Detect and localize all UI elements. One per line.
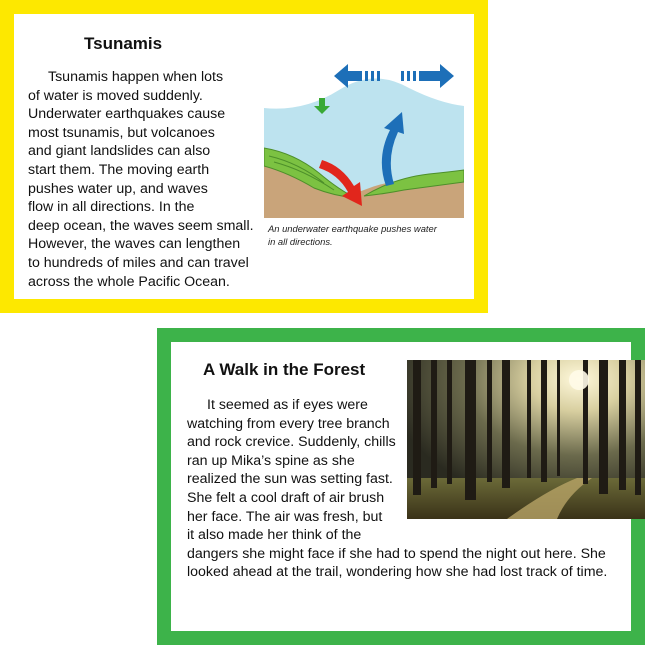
body-line: She felt a cool draft of air brush bbox=[187, 489, 385, 506]
photo-sun-glow bbox=[569, 370, 589, 390]
body-line: and giant landslides can also bbox=[28, 143, 211, 160]
body-line: across the whole Pacific Ocean. bbox=[28, 273, 230, 290]
forest-body bbox=[187, 396, 607, 582]
right-arrow-icon bbox=[419, 64, 454, 88]
arrow-dash bbox=[413, 71, 416, 81]
body-line: looked ahead at the trail, wondering how she had lost track of time. bbox=[187, 564, 608, 581]
body-line: realized the sun was setting fast. bbox=[187, 471, 393, 488]
body-line: most tsunamis, but volcanoes bbox=[28, 124, 215, 141]
tsunami-diagram bbox=[264, 48, 464, 218]
body-line: However, the waves can lengthen bbox=[28, 236, 241, 253]
body-line: flow in all directions. In the bbox=[28, 199, 195, 216]
arrow-dash bbox=[377, 71, 380, 81]
body-line: her face. The air was fresh, but bbox=[187, 508, 383, 525]
forest-walk-card bbox=[157, 328, 645, 645]
body-line: it also made her think of the bbox=[187, 527, 362, 544]
tsunamis-body bbox=[28, 68, 254, 291]
diagram-caption bbox=[268, 222, 437, 248]
arrow-dash bbox=[365, 71, 368, 81]
caption-line: in all directions. bbox=[268, 236, 333, 247]
body-line: Tsunamis happen when lots bbox=[48, 69, 224, 85]
caption-line: An underwater earthquake pushes water bbox=[268, 223, 437, 234]
tsunamis-title: Tsunamis bbox=[84, 34, 163, 53]
arrow-dash bbox=[401, 71, 404, 81]
body-line: start them. The moving earth bbox=[28, 161, 210, 178]
body-line: ran up Mika’s spine as she bbox=[187, 452, 355, 469]
body-line: pushes water up, and waves bbox=[28, 180, 208, 197]
body-line: of water is moved suddenly. bbox=[28, 87, 203, 104]
body-line: It seemed as if eyes were bbox=[207, 397, 368, 413]
body-line: Underwater earthquakes cause bbox=[28, 106, 226, 123]
arrow-dash bbox=[407, 71, 410, 81]
body-line: and rock crevice. Suddenly, chills bbox=[187, 434, 396, 451]
forest-title: A Walk in the Forest bbox=[203, 360, 366, 379]
body-line: to hundreds of miles and can travel bbox=[28, 254, 249, 271]
arrow-dash bbox=[371, 71, 374, 81]
body-line: watching from every tree branch bbox=[187, 415, 390, 432]
body-line: deep ocean, the waves seem small. bbox=[28, 217, 254, 234]
tsunamis-card bbox=[0, 0, 488, 313]
body-line: dangers she might face if she had to spend the night out here. She bbox=[187, 545, 606, 562]
